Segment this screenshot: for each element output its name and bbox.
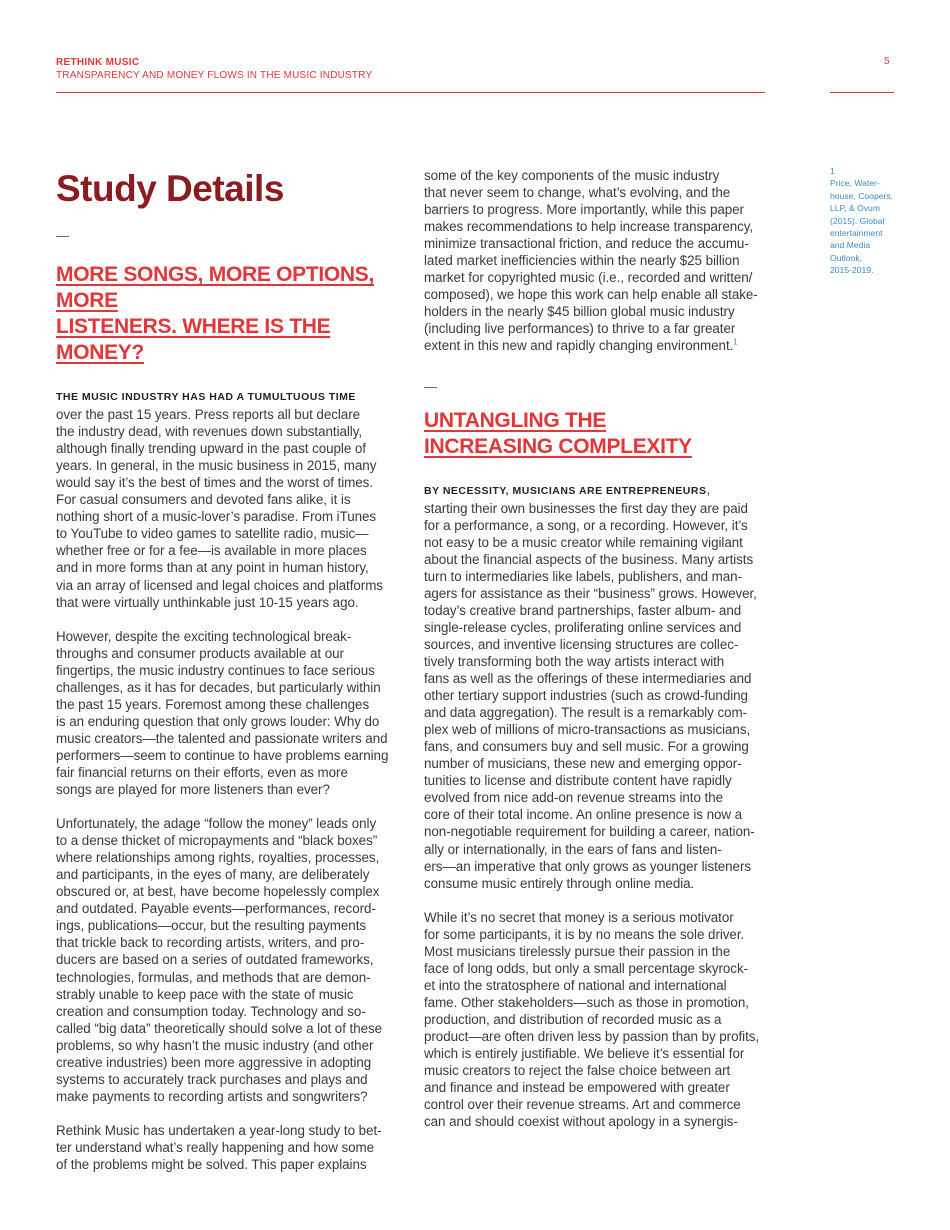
text-line: that never seem to change, what’s evolving, and the [424, 185, 731, 201]
text-line: technologies, formulas, and methods that are demon- [56, 969, 371, 985]
text-line: the past 15 years. Foremost among these challenges [56, 696, 370, 712]
section-dash: — [424, 378, 437, 394]
paragraph-key-components [424, 167, 769, 355]
text-line: fame. Other stakeholders—such as those in promotion, [424, 994, 749, 1010]
footnote-line: 2015-2019. [830, 265, 874, 276]
text-line: (including live performances) to thrive to a far greater [424, 321, 736, 337]
footnote-line: Outlook, [830, 252, 863, 263]
text-line: sources, and inventive licensing structures are collec- [424, 636, 739, 652]
text-line: whether free or for a fee—is available in more places [56, 543, 367, 559]
lead-comma: , [706, 481, 711, 497]
paragraph-rethink-study [56, 1122, 401, 1173]
paragraph-lead: THE MUSIC INDUSTRY HAS HAD A TUMULTUOUS TIME [56, 391, 356, 403]
text-line: While it’s no secret that money is a serious motivator [424, 909, 734, 925]
footnote-reference[interactable]: 1 [733, 338, 738, 347]
text-line: ducers are based on a series of outdated frameworks, [56, 952, 374, 968]
text-line: ings, publications—occur, but the resulting payments [56, 918, 367, 934]
heading-line: INCREASING COMPLEXITY [424, 434, 692, 458]
page-number: 5 [884, 56, 890, 67]
text-line: music creators to reject the false choice between art [424, 1063, 731, 1079]
text-line: nothing short of a music-lover’s paradise. From iTunes [56, 509, 377, 525]
text-line: that were virtually unthinkable just 10-15 years ago. [56, 594, 359, 610]
text-line: production, and distribution of recorded music as a [424, 1011, 722, 1027]
footnote-line: house, Coopers, [830, 190, 894, 201]
text-line: extent in this new and rapidly changing environment. [424, 338, 734, 354]
text-line: that trickle back to recording artists, writers, and pro- [56, 935, 365, 951]
text-line: makes recommendations to help increase transparency, [424, 219, 754, 235]
text-line: can and should coexist without apology in a synergis- [424, 1114, 738, 1130]
text-line: non-negotiable requirement for building a career, nation- [424, 824, 755, 840]
text-line: about the financial aspects of the business. Many artists [424, 551, 754, 567]
text-line: to YouTube to video games to satellite radio, music— [56, 526, 369, 542]
paragraph-tumultuous [56, 387, 401, 611]
text-line: and outdated. Payable events—performances, record- [56, 901, 376, 917]
text-line: and in more forms than at any point in human history, [56, 560, 369, 576]
footnote-line: entertainment [830, 228, 883, 239]
brand-name: RETHINK MUSIC [56, 57, 140, 68]
text-line: other tertiary support industries (such as crowd-funding [424, 688, 748, 704]
section-heading-complexity [424, 408, 769, 460]
text-line: is an enduring question that only grows louder: Why do [56, 713, 380, 729]
running-header [56, 56, 372, 82]
text-line: to a dense thicket of micropayments and “black boxes” [56, 833, 378, 849]
text-line: fingertips, the music industry continues to face serious [56, 662, 375, 678]
text-line: the industry dead, with revenues down substantially, [56, 424, 363, 440]
text-line: plex web of millions of micro-transactions as musicians, [424, 722, 751, 738]
text-line: single-release cycles, proliferating online services and [424, 619, 742, 635]
text-line: strably unable to keep pace with the state of music [56, 986, 354, 1002]
text-line: tunities to license and distribute content have rapidly [424, 773, 732, 789]
text-line: For casual consumers and devoted fans alike, it is [56, 492, 351, 508]
text-line: where relationships among rights, royalties, processes, [56, 850, 380, 866]
text-line: market for copyrighted music (i.e., recorded and written/ [424, 270, 753, 286]
report-subtitle: TRANSPARENCY AND MONEY FLOWS IN THE MUSIC INDUSTRY [56, 70, 373, 81]
text-line: product—are often driven less by passion than by profits, [424, 1028, 760, 1044]
text-line: and participants, in the eyes of many, are deliberately [56, 867, 370, 883]
text-line: composed), we hope this work can help enable all stake- [424, 287, 758, 303]
footnote-line: (2015). Global [830, 215, 885, 226]
text-line: However, despite the exciting technological break- [56, 628, 352, 644]
text-line: via an array of licensed and legal choices and platforms [56, 577, 383, 593]
paragraph-motivation [424, 909, 769, 1131]
footnote-line: Price, Water- [830, 178, 880, 189]
text-line: some of the key components of the music industry [424, 168, 720, 183]
heading-line: LISTENERS. WHERE IS THE MONEY? [56, 315, 331, 364]
section-heading-money [56, 262, 401, 366]
text-line: and finance and instead be empowered with greater [424, 1080, 730, 1096]
text-line: lated market inefficiencies within the nearly $25 billion [424, 253, 740, 269]
text-line: and data aggregation). The result is a remarkably com- [424, 705, 748, 721]
text-line: for a performance, a song, or a recording. However, it’s [424, 517, 748, 533]
text-line: Most musicians tirelessly pursue their passion in the [424, 943, 731, 959]
text-line: creative industries) been more aggressive in adopting [56, 1054, 372, 1070]
text-line: number of musicians, these new and emerging oppor- [424, 756, 742, 772]
footnote-number: 1 [830, 166, 835, 176]
text-line: creation and consumption today. Technology and so- [56, 1003, 366, 1019]
section-dash: — [56, 228, 69, 243]
text-line: would say it’s the best of times and the worst of times. [56, 475, 373, 491]
text-line: control over their revenue streams. Art and commerce [424, 1097, 741, 1113]
paragraph-follow-the-money [56, 815, 401, 1105]
heading-line: UNTANGLING THE [424, 408, 607, 432]
text-line: holders in the nearly $45 billion global music industry [424, 304, 735, 320]
paragraph-challenges [56, 628, 401, 798]
text-line: core of their total income. An online presence is now a [424, 807, 743, 823]
text-line: et into the stratosphere of national and international [424, 977, 727, 993]
paragraph-entrepreneurs [424, 481, 769, 892]
text-line: which is entirely justifiable. We believe it’s essential for [424, 1046, 745, 1062]
header-divider [56, 92, 765, 93]
text-line: ter understand what’s really happening and how some [56, 1139, 375, 1155]
text-line: barriers to progress. More importantly, while this paper [424, 202, 744, 218]
text-line: systems to accurately track purchases and plays and [56, 1071, 368, 1087]
text-line: music creators—the talented and passionate writers and [56, 730, 388, 746]
text-line: turn to intermediaries like labels, publishers, and man- [424, 568, 742, 584]
text-line: tively transforming both the way artists interact with [424, 653, 725, 669]
text-line: starting their own businesses the first day they are paid [424, 500, 748, 516]
text-line: problems, so why hasn’t the music industry (and other [56, 1037, 374, 1053]
text-line: face of long odds, but only a small percentage skyrock- [424, 960, 749, 976]
text-line: of the problems might be solved. This paper explains [56, 1156, 367, 1172]
text-line: over the past 15 years. Press reports all but declare [56, 407, 361, 423]
text-line: evolved from nice add-on revenue streams into the [424, 790, 724, 806]
text-line: songs are played for more listeners than ever? [56, 782, 330, 798]
text-line: fair financial returns on their efforts, even as more [56, 764, 348, 780]
text-line: make payments to recording artists and songwriters? [56, 1088, 368, 1104]
middle-column [424, 167, 769, 1130]
footnote-line: and Media [830, 240, 871, 251]
text-line: agers for assistance as their “business” grows. However, [424, 585, 757, 601]
text-line: throughs and consumer products available at our [56, 645, 344, 661]
text-line: minimize transactional friction, and reduce the accumu- [424, 236, 749, 252]
text-line: Unfortunately, the adage “follow the money” leads only [56, 816, 377, 832]
text-line: for some participants, it is by no means the sole driver. [424, 926, 745, 942]
text-line: although finally trending upward in the past couple of [56, 441, 366, 457]
text-line: today’s creative brand partnerships, faster album- and [424, 602, 742, 618]
text-line: not easy to be a music creator while remaining vigilant [424, 534, 743, 550]
text-line: Rethink Music has undertaken a year-long study to bet- [56, 1122, 382, 1138]
text-line: ally or internationally, in the ears of fans and listen- [424, 841, 722, 857]
text-line: obscured or, at best, have become hopelessly complex [56, 884, 380, 900]
text-line: performers—seem to continue to have problems earning [56, 747, 389, 763]
footnote-line: LLP, & Ovum [830, 203, 880, 214]
text-line: fans as well as the offerings of these intermediaries and [424, 671, 752, 687]
paragraph-lead: BY NECESSITY, MUSICIANS ARE ENTREPRENEURS [424, 484, 707, 497]
sidebar-footnote [830, 165, 894, 277]
text-line: years. In general, in the music business in 2015, many [56, 458, 377, 474]
heading-line: MORE SONGS, MORE OPTIONS, MORE [56, 263, 375, 312]
text-line: fans, and consumers buy and sell music. For a growing [424, 739, 749, 755]
left-column [56, 167, 401, 1173]
text-line: ers—an imperative that only grows as younger listeners [424, 858, 752, 874]
text-line: challenges, as it has for decades, but particularly within [56, 679, 381, 695]
margin-divider [830, 92, 894, 93]
text-line: consume music entirely through online media. [424, 875, 695, 891]
text-line: called “big data” theoretically should solve a lot of these [56, 1020, 383, 1036]
page-title: Study Details [56, 168, 284, 209]
